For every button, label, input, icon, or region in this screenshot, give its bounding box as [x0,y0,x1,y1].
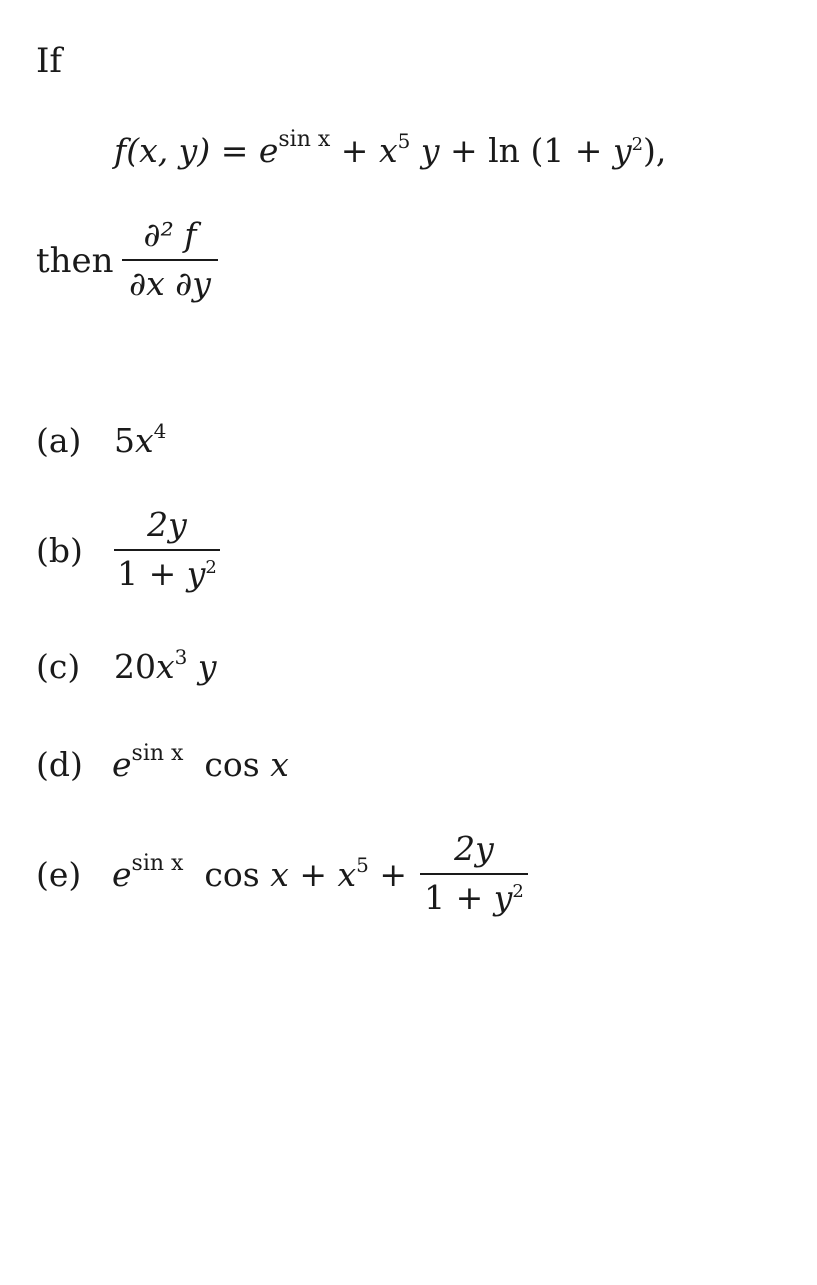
option-d-e: e [112,745,132,784]
paren-close: ), [643,131,667,170]
option-e-plus-1: + [299,855,327,894]
exp-base: e [258,131,279,170]
plus-sign-2: + [449,131,478,170]
ln-function: ln [488,131,520,170]
equals-sign: = [220,131,249,170]
y-squared-exponent: 2 [631,134,644,155]
option-e-x: x [337,855,357,894]
option-a-expression [114,419,167,460]
x-term: x [378,131,398,170]
option-e-e: e [112,855,132,894]
option-a-var: x [135,421,154,460]
option-e-exp: sin x [131,851,184,876]
paren-open: (1 + [530,131,613,170]
derivative-numerator: ∂² f [143,215,197,254]
option-d-expression [112,741,289,784]
option-e-numerator: 2y [454,829,494,868]
option-d-var: x [270,745,289,784]
derivative-denominator: ∂x ∂y [129,264,211,303]
option-e-label: (e) [36,855,82,894]
option-e-fraction-bar [420,873,528,875]
option-c-trail: y [197,647,217,686]
option-e-den-prefix: 1 + [424,878,494,917]
exp-power: sin x [278,127,331,152]
y-squared-base: y [612,131,632,170]
plus-sign: + [340,131,369,170]
option-c-coef: 20 [114,647,156,686]
option-e-fraction [420,829,528,917]
option-e-x-exp: 5 [356,853,369,877]
option-e-den-exp: 2 [512,881,524,902]
then-label: then [36,241,114,281]
option-b-denominator [114,554,220,593]
option-a-coef: 5 [114,421,135,460]
x-exponent: 5 [397,129,411,153]
option-a-exp: 4 [153,419,167,443]
option-b-fraction-bar [114,549,220,551]
option-b-numerator: 2y [147,505,187,544]
option-e-denominator [420,878,528,917]
option-b-den-var: y [186,554,206,593]
option-c-var: x [156,647,175,686]
option-d-cos: cos [204,745,260,784]
option-b-label: (b) [36,531,83,570]
option-e-var: x [270,855,289,894]
option-e-expression [112,851,408,894]
option-b-den-exp: 2 [205,557,217,578]
option-b-den-prefix: 1 + [117,554,187,593]
option-b-fraction [114,505,220,593]
y-term: y [420,131,440,170]
function-lhs: f(x, y) [114,131,211,170]
option-e-den-var: y [493,878,513,917]
option-d-label: (d) [36,745,83,784]
option-e-plus-2: + [379,855,408,894]
option-d-exp: sin x [131,741,184,766]
intro-text: If [36,41,63,81]
function-equation [114,127,667,170]
option-c-label: (c) [36,647,81,686]
derivative-fraction [122,215,218,303]
derivative-fraction-bar [122,259,218,261]
option-a-label: (a) [36,421,82,460]
option-c-expression [114,645,217,686]
option-e-cos: cos [204,855,260,894]
option-c-exp: 3 [174,645,188,669]
